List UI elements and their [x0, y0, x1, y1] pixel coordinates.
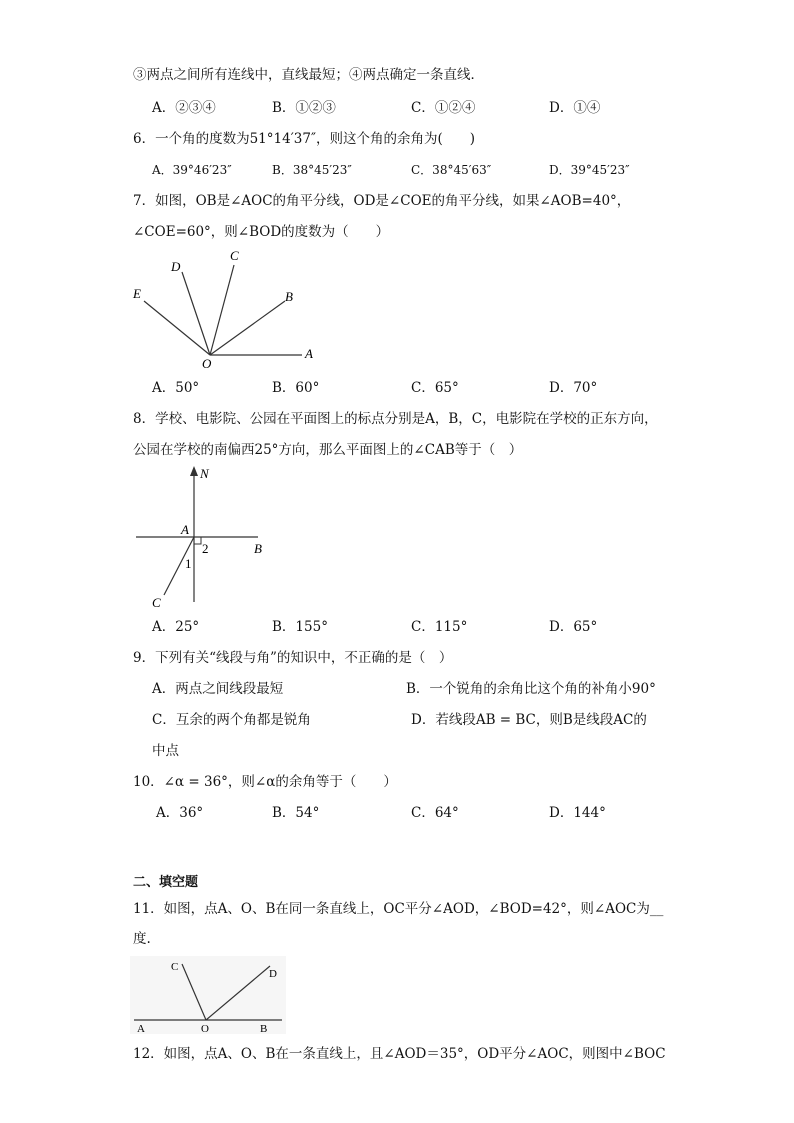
q7-ray-od [182, 272, 210, 355]
q7-label-o: O [202, 356, 212, 370]
q8-option-b[interactable]: B．155° [272, 619, 328, 635]
q9-option-d[interactable]: D．若线段AB = BC，则B是线段AC的 [411, 712, 647, 728]
q10-option-a[interactable]: A．36° [156, 805, 204, 821]
q7-label-d: D [171, 259, 181, 274]
q12-stem-line1: 12．如图，点A、O、B在一条直线上，且∠AOD＝35°，OD平分∠AOC，则图中∠BOC [133, 1046, 666, 1062]
q6-option-a[interactable]: A．39°46′23″ [152, 163, 232, 177]
q7-option-a[interactable]: A．50° [152, 380, 200, 396]
q7-label-e: E [133, 286, 141, 301]
q8-label-1: 1 [185, 556, 192, 571]
section-heading-fill-in: 二、填空题 [133, 875, 199, 890]
q9-stem: 9．下列有关“线段与角”的知识中，不正确的是（ ） [133, 650, 453, 666]
q8-figure [130, 462, 280, 612]
q7-ray-oe [144, 301, 210, 355]
q6-option-d[interactable]: D．39°45′23″ [549, 163, 630, 177]
q5-option-b[interactable]: B．①②③ [272, 100, 336, 116]
q11-label-a: A [137, 1023, 145, 1034]
q5-option-c[interactable]: C．①②④ [411, 100, 476, 116]
q8-label-n: N [200, 466, 209, 481]
q8-option-a[interactable]: A．25° [152, 619, 200, 635]
q11-label-o: O [201, 1023, 209, 1034]
q8-north-arrow [190, 466, 198, 476]
q7-ray-ob [210, 301, 285, 355]
q7-option-c[interactable]: C．65° [411, 380, 459, 396]
q5-option-a[interactable]: A．②③④ [152, 100, 216, 116]
q6-stem: 6．一个角的度数为51°14′37″，则这个角的余角为( ) [133, 131, 476, 147]
q7-label-a: A [305, 346, 313, 361]
q8-label-b: B [254, 541, 262, 556]
q11-stem-line1: 11．如图，点A、O、B在同一条直线上，OC平分∠AOD，∠BOD=42°，则∠AOC为__ [133, 901, 664, 917]
q8-option-d[interactable]: D．65° [549, 619, 598, 635]
q11-stem-line2: 度. [133, 931, 151, 947]
q5-statement-tail: ③两点之间所有连线中，直线最短；④两点确定一条直线． [133, 67, 484, 83]
q7-label-c: C [230, 248, 239, 263]
q10-option-c[interactable]: C．64° [411, 805, 459, 821]
q9-option-b[interactable]: B．一个锐角的余角比这个角的补角小90° [406, 681, 656, 697]
q10-option-d[interactable]: D．144° [549, 805, 606, 821]
q7-label-b: B [285, 289, 293, 304]
q8-stem-line2: 公园在学校的南偏西25°方向，那么平面图上的∠CAB等于（ ） [133, 442, 523, 458]
q7-ray-oc [210, 265, 234, 355]
q8-label-c: C [152, 595, 161, 610]
q7-figure [130, 246, 320, 370]
q7-option-d[interactable]: D．70° [549, 380, 598, 396]
q7-stem-line2: ∠COE=60°，则∠BOD的度数为（ ） [133, 224, 390, 240]
q9-option-d-continued: 中点 [152, 743, 179, 759]
q7-stem-line1: 7．如图，OB是∠AOC的角平分线，OD是∠COE的角平分线，如果∠AOB=40°， [133, 193, 631, 209]
q8-label-a: A [181, 522, 189, 537]
q11-label-d: D [269, 968, 277, 980]
q5-option-d[interactable]: D．①④ [549, 100, 601, 116]
q10-stem: 10．∠α = 36°，则∠α的余角等于（ ） [133, 774, 397, 790]
q11-label-c: C [171, 961, 179, 973]
q8-right-angle-mark [194, 537, 201, 544]
q9-option-a[interactable]: A．两点之间线段最短 [152, 681, 284, 697]
q11-label-b: B [260, 1023, 268, 1034]
q11-figure [130, 956, 286, 1034]
q6-option-b[interactable]: B．38°45′23″ [272, 163, 352, 177]
q9-option-c[interactable]: C．互余的两个角都是锐角 [152, 712, 311, 728]
q8-stem-line1: 8．学校、电影院、公园在平面图上的标点分别是A，B，C，电影院在学校的正东方向， [133, 411, 658, 427]
q8-option-c[interactable]: C．115° [411, 619, 468, 635]
q8-label-2: 2 [202, 541, 209, 556]
q6-option-c[interactable]: C．38°45′63″ [411, 163, 492, 177]
q7-option-b[interactable]: B．60° [272, 380, 320, 396]
q10-option-b[interactable]: B．54° [272, 805, 320, 821]
